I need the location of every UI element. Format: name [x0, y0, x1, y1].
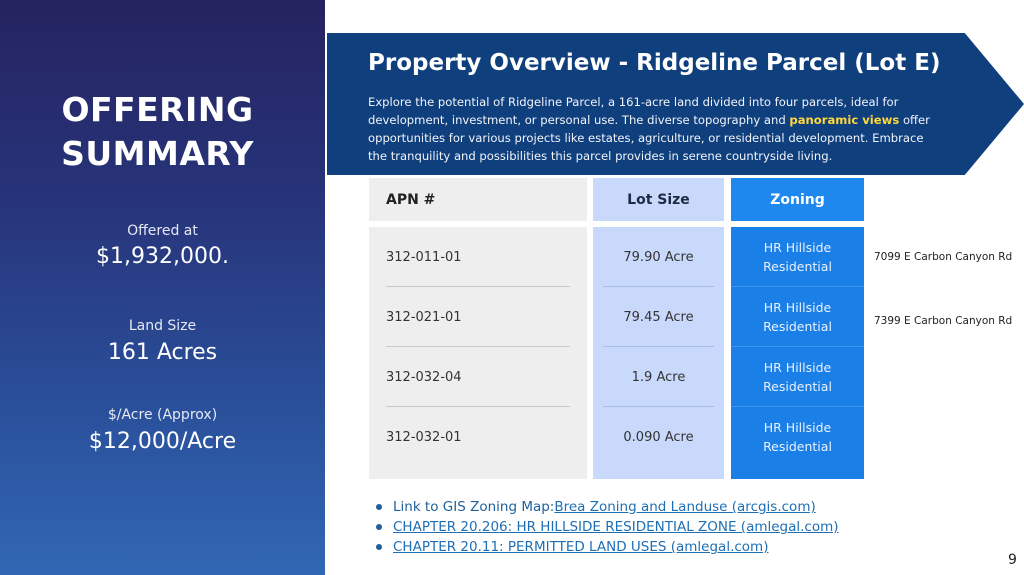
apn-header: APN #: [369, 178, 587, 221]
apn-cell: 312-032-01: [386, 429, 462, 445]
banner-desc-text: Explore the potential of Ridgeline Parcel, a 161-acre land divided into four parcels, ideal for development, investment, or personal use. The diverse topography and: [368, 95, 899, 127]
parcel-address: 7099 E Carbon Canyon Rd: [874, 251, 1013, 263]
offering-summary-title: [0, 88, 315, 176]
reference-links: [376, 497, 839, 557]
link-prefix: Link to GIS Zoning Map:: [393, 499, 555, 515]
apn-cell: 312-021-01: [369, 287, 587, 347]
lot-size-header: Lot Size: [593, 178, 724, 221]
offering-title-line2: SUMMARY: [61, 134, 254, 173]
hr-hillside-chapter-link[interactable]: CHAPTER 20.206: HR HILLSIDE RESIDENTIAL ZONE (amlegal.com): [393, 519, 839, 535]
bullet-icon: [376, 504, 382, 510]
apn-cell: 312-011-01: [369, 227, 587, 287]
apn-column: [369, 178, 587, 479]
link-item: [376, 517, 839, 537]
offering-title-line1: OFFERING: [61, 90, 254, 129]
price-per-acre-value: $12,000/Acre: [88, 429, 237, 454]
land-size-value: 161 Acres: [107, 340, 218, 365]
parcel-address: 7399 E Carbon Canyon Rd: [874, 315, 1013, 327]
zoning-line1: HR Hillside: [763, 300, 832, 315]
zoning-line2: Residential: [763, 439, 832, 454]
zoning-line1: HR Hillside: [763, 240, 832, 255]
gis-zoning-map-link[interactable]: Brea Zoning and Landuse (arcgis.com): [554, 499, 816, 515]
zoning-cell: [731, 407, 864, 467]
lot-size-cell: 79.90 Acre: [593, 227, 724, 287]
zoning-header: Zoning: [731, 178, 864, 221]
zoning-line2: Residential: [763, 259, 832, 274]
banner-title: Property Overview - Ridgeline Parcel (Lot E): [368, 50, 941, 76]
apn-cell: 312-032-04: [369, 347, 587, 407]
apn-cells: [369, 227, 587, 479]
banner-description: [368, 93, 938, 165]
lot-size-column: [593, 178, 724, 479]
banner-desc-text-end: offer opportunities for various projects like estates, agriculture, or residential development. Embrace the tranquility and possibilities this parcel provides in serene countryside living.: [368, 113, 930, 163]
land-size-label: Land Size: [128, 318, 197, 334]
page-number: 9: [1008, 552, 1017, 568]
link-item: [376, 537, 839, 557]
price-per-acre-label: $/Acre (Approx): [107, 407, 218, 423]
offered-at-label: Offered at: [127, 223, 198, 239]
lot-size-cell: 0.090 Acre: [623, 429, 694, 445]
lot-size-cell: 79.45 Acre: [593, 287, 724, 347]
bullet-icon: [376, 524, 382, 530]
offering-summary-panel: [0, 0, 325, 575]
zoning-column: [731, 178, 864, 479]
bullet-icon: [376, 544, 382, 550]
lot-size-cell: 1.9 Acre: [593, 347, 724, 407]
zoning-line2: Residential: [763, 319, 832, 334]
offered-at-value: $1,932,000.: [96, 244, 229, 269]
banner-desc-highlight: panoramic views: [789, 113, 900, 127]
permitted-land-uses-link[interactable]: CHAPTER 20.11: PERMITTED LAND USES (amlegal.com): [393, 539, 769, 555]
zoning-cell: [731, 287, 864, 347]
zoning-cells: [731, 227, 864, 479]
lot-size-cells: [593, 227, 724, 479]
zoning-line2: Residential: [763, 379, 832, 394]
zoning-line1: HR Hillside: [763, 420, 832, 435]
zoning-cell: [731, 227, 864, 287]
zoning-line1: HR Hillside: [763, 360, 832, 375]
link-item: [376, 497, 839, 517]
zoning-cell: [731, 347, 864, 407]
